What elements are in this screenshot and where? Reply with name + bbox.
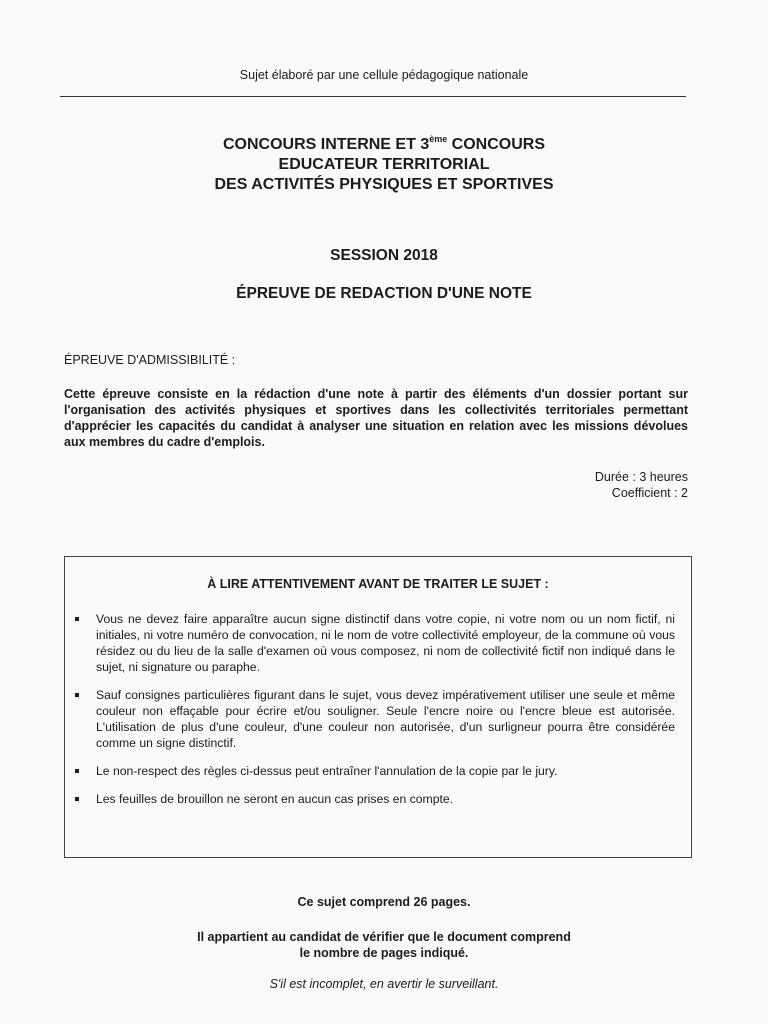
epreuve-description: Cette épreuve consiste en la rédaction d'une note à partir des éléments d'un dossier portant sur l'organisation des activités physiques et sportives dans les collectivités territoriales permettant d'apprécier les capacités du candidat à analyser une situation en relation avec les missions dévolues aux membres du cadre d'emplois. (64, 387, 688, 449)
notice-item-text: Vous ne devez faire apparaître aucun signe distinctif dans votre copie, ni votre nom ou un nom fictif, ni initiales, ni votre numéro de convocation, ni le nom de votre collectivité employeur, de la commune où vous résidez ou du lieu de la salle d'examen où vous composez, ni nom de collectivité fictif non indiqué dans le sujet, ni signature ou paraphe. (96, 612, 675, 674)
title-line-2: EDUCATEUR TERRITORIAL (278, 156, 490, 173)
exam-title (0, 135, 768, 195)
header-note: Sujet élaboré par une cellule pédagogique nationale (239, 68, 529, 82)
bullet-icon (75, 617, 79, 621)
epreuve-title: ÉPREUVE DE REDACTION D'UNE NOTE (236, 285, 532, 302)
bullet-icon (75, 693, 79, 697)
bullet-icon (75, 797, 79, 801)
notice-item (75, 763, 675, 779)
notice-box (64, 556, 692, 858)
bullet-icon (75, 769, 79, 773)
duration-text: Durée : 3 heures (594, 470, 688, 484)
notice-list (75, 611, 675, 819)
notice-item-text: Les feuilles de brouillon ne seront en aucun cas prises en compte. (96, 792, 454, 806)
notice-item (75, 791, 675, 807)
title-line-1-superscript: ème (429, 134, 448, 144)
verify-line-1: Il appartient au candidat de vérifier que le document comprend (197, 930, 571, 944)
page-count-note: Ce sujet comprend 26 pages. (297, 895, 471, 909)
admissibilite-label: ÉPREUVE D'ADMISSIBILITÉ : (64, 353, 236, 367)
incomplete-note: S'il est incomplet, en avertir le surveillant. (269, 977, 499, 991)
duration-block (595, 469, 688, 501)
header-divider (60, 96, 686, 97)
title-line-1-prefix: CONCOURS INTERNE ET 3 (222, 136, 430, 153)
title-line-1-suffix: CONCOURS (447, 136, 546, 153)
notice-item-text: Le non-respect des règles ci-dessus peut entraîner l'annulation de la copie par le jury. (96, 764, 558, 778)
notice-item (75, 611, 675, 675)
title-line-1 (0, 135, 768, 155)
coefficient-text: Coefficient : 2 (611, 486, 688, 500)
notice-heading: À LIRE ATTENTIVEMENT AVANT DE TRAITER LE SUJET : (207, 577, 549, 591)
verify-note (0, 929, 768, 961)
session-label: SESSION 2018 (330, 247, 438, 264)
verify-line-2: le nombre de pages indiqué. (299, 946, 469, 960)
notice-item-text: Sauf consignes particulières figurant dans le sujet, vous devez impérativement utiliser une seule et même couleur non effaçable pour écrire et/ou souligner. Seule l'encre noire ou l'encre bleue est autorisée. L'utilisation de plus d'une couleur, d'une couleur non autorisée, d'un surligneur pourra être considérée comme un signe distinctif. (96, 688, 675, 750)
title-line-3: DES ACTIVITÉS PHYSIQUES ET SPORTIVES (214, 176, 554, 193)
notice-item (75, 687, 675, 751)
